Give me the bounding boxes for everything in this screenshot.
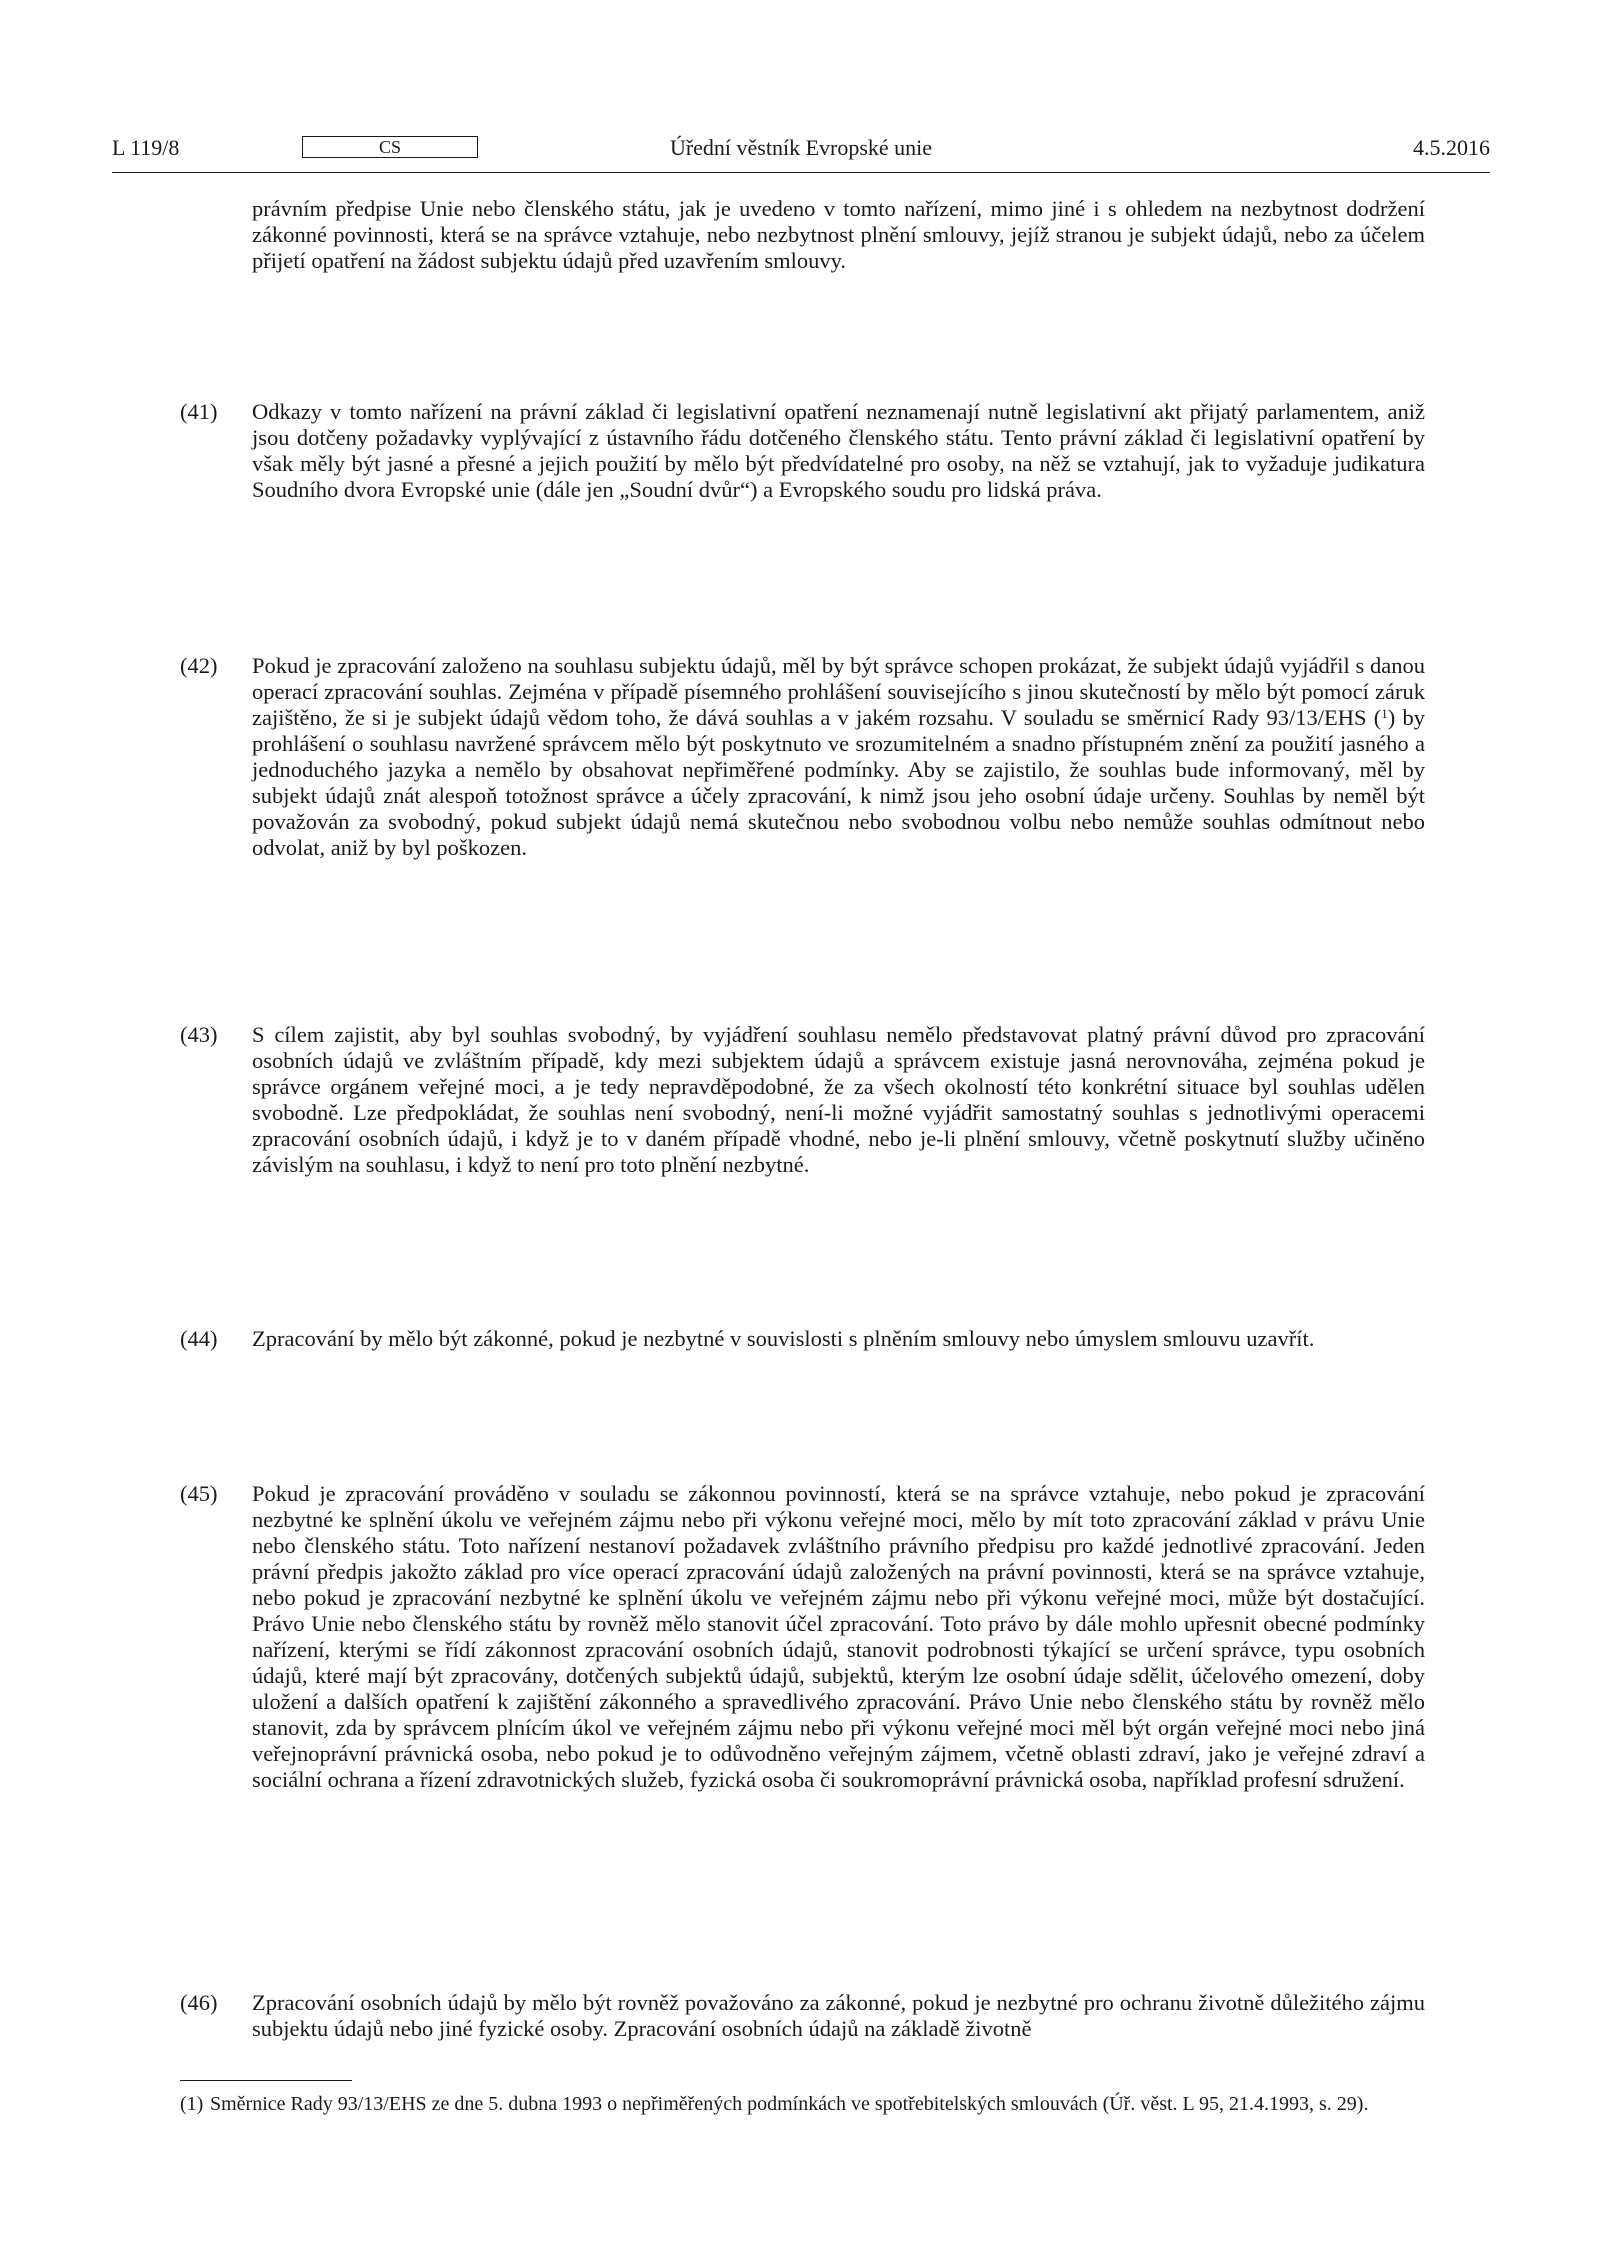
recital-text-part: Pokud je zpracování založeno na souhlasu subjektu údajů, měl by být správce schopen prokázat, že subjekt údajů vyjádřil s danou operací zpracování souhlas. Zejména v případě písemného prohlášení souvisejícího s jinou skutečností by mělo být pomocí záruk zajištěno, že si je subjekt údajů vědom toho, že dává souhlas a v jakém rozsahu. V souladu se směrnicí Rady 93/13/EHS ( — [252, 653, 1425, 730]
recital-number: (45) — [180, 1481, 218, 1506]
page-reference: L 119/8 — [112, 135, 180, 160]
recital-text: S cílem zajistit, aby byl souhlas svobodný, by vyjádření souhlasu nemělo představovat platný právní důvod pro zpracování osobních údajů ve zvláštním případě, kdy mezi subjektem údajů a správcem existuje jasná nerovnováha, zejména pokud je správce orgánem veřejné moci, a je tedy nepravděpodobné, že za všech okolností této konkrétní situace byl souhlas udělen svobodně. Lze předpokládat, že souhlas není svobodný, není-li možné vyjádřit samostatný souhlas s jednotlivými operacemi zpracování osobních údajů, i když je to v daném případě vhodné, nebo je-li plnění smlouvy, včetně poskytnutí služby učiněno závislým na souhlasu, i když to není pro toto plnění nezbytné. — [252, 1022, 1425, 1177]
journal-title: Úřední věstník Evropské unie — [669, 135, 933, 160]
recital-text — [252, 653, 1425, 861]
recital-number: (44) — [180, 1326, 218, 1351]
recital-number: (43) — [180, 1022, 218, 1047]
page-header — [112, 130, 1490, 166]
recital-text-part: ) by prohlášení o souhlasu navržené správcem mělo být poskytnuto ve srozumitelném a snadno přístupném znění za použití jasného a jednoduchého jazyka a nemělo by obsahovat nepřiměřené podmínky. Aby se zajistilo, že souhlas bude informovaný, měl by subjekt údajů znát alespoň totožnost správce a účely zpracování, k nimž jsou jeho osobní údaje určeny. Souhlas by neměl být považován za svobodný, pokud subjekt údajů nemá skutečnou nebo svobodnou volbu nebo nemůže souhlas odmítnout nebo odvolat, aniž by byl poškozen. — [252, 705, 1425, 860]
footnote-reference[interactable]: 1 — [1381, 706, 1388, 721]
recital-number: (42) — [180, 653, 218, 678]
recital-number: (41) — [180, 399, 218, 424]
continuation-paragraph: právním předpise Unie nebo členského státu, jak je uvedeno v tomto nařízení, mimo jiné i s ohledem na nezbytnost dodržení zákonné povinnosti, která se na správce vztahuje, nebo nezbytnost plnění smlouvy, jejíž stranou je subjekt údajů, nebo za účelem přijetí opatření na žádost subjektu údajů před uzavřením smlouvy. — [252, 196, 1425, 273]
footnote-divider — [180, 2080, 352, 2081]
header-divider — [112, 172, 1490, 173]
publication-date: 4.5.2016 — [1413, 135, 1490, 160]
footnote-mark: (1) — [180, 2093, 204, 2115]
recital-text: Zpracování osobních údajů by mělo být rovněž považováno za zákonné, pokud je nezbytné pro ochranu životně důležitého zájmu subjektu údajů nebo jiné fyzické osoby. Zpracování osobních údajů na základě životně — [252, 1990, 1425, 2041]
recital-text: Zpracování by mělo být zákonné, pokud je nezbytné v souvislosti s plněním smlouvy nebo úmyslem smlouvu uzavřít. — [252, 1326, 1315, 1351]
recital-number: (46) — [180, 1990, 218, 2015]
recital-text: Pokud je zpracování prováděno v souladu se zákonnou povinností, která se na správce vztahuje, nebo pokud je zpracování nezbytné ke splnění úkolu ve veřejném zájmu nebo při výkonu veřejné moci, mělo by mít toto zpracování základ v právu Unie nebo členského státu. Toto nařízení nestanoví požadavek zvláštního právního předpisu pro každé jednotlivé zpracování. Jeden právní předpis jakožto základ pro více operací zpracování údajů založených na právní povinnosti, která se na správce vztahuje, nebo pokud je zpracování nezbytné ke splnění úkolu ve veřejném zájmu nebo při výkonu veřejné moci, může být dostačující. Právo Unie nebo členského státu by rovněž mělo stanovit účel zpracování. Toto právo by dále mohlo upřesnit obecné podmínky nařízení, kterými se řídí zákonnost zpracování osobních údajů, stanovit podrobnosti týkající se určení správce, typu osobních údajů, které mají být zpracovány, dotčených subjektů údajů, subjektů, kterým lze osobní údaje sdělit, účelového omezení, doby uložení a dalších opatření k zajištění zákonného a spravedlivého zpracování. Právo Unie nebo členského státu by rovněž mělo stanovit, zda by správcem plnícím úkol ve veřejném zájmu nebo při výkonu veřejné moci měl být orgán veřejné moci nebo jiná veřejnoprávní právnická osoba, nebo pokud je to odůvodněno veřejným zájmem, včetně oblasti zdraví, jako je veřejné zdraví a sociální ochrana a řízení zdravotnických služeb, fyzická osoba či soukromoprávní právnická osoba, například profesní sdružení. — [252, 1481, 1425, 1792]
recital-text: Odkazy v tomto nařízení na právní základ či legislativní opatření neznamenají nutně legislativní akt přijatý parlamentem, aniž jsou dotčeny požadavky vyplývající z ústavního řádu dotčeného členského státu. Tento právní základ či legislativní opatření by však měly být jasné a přesné a jejich použití by mělo být předvídatelné pro osoby, na něž se vztahují, jak to vyžaduje judikatura Soudního dvora Evropské unie (dále jen „Soudní dvůr“) a Evropského soudu pro lidská práva. — [252, 399, 1425, 502]
footnote-text: Směrnice Rady 93/13/EHS ze dne 5. dubna 1993 o nepřiměřených podmínkách ve spotřebitelských smlouvách (Úř. věst. L 95, 21.4.1993, s. 29). — [210, 2093, 1369, 2115]
language-badge: CS — [302, 136, 478, 158]
